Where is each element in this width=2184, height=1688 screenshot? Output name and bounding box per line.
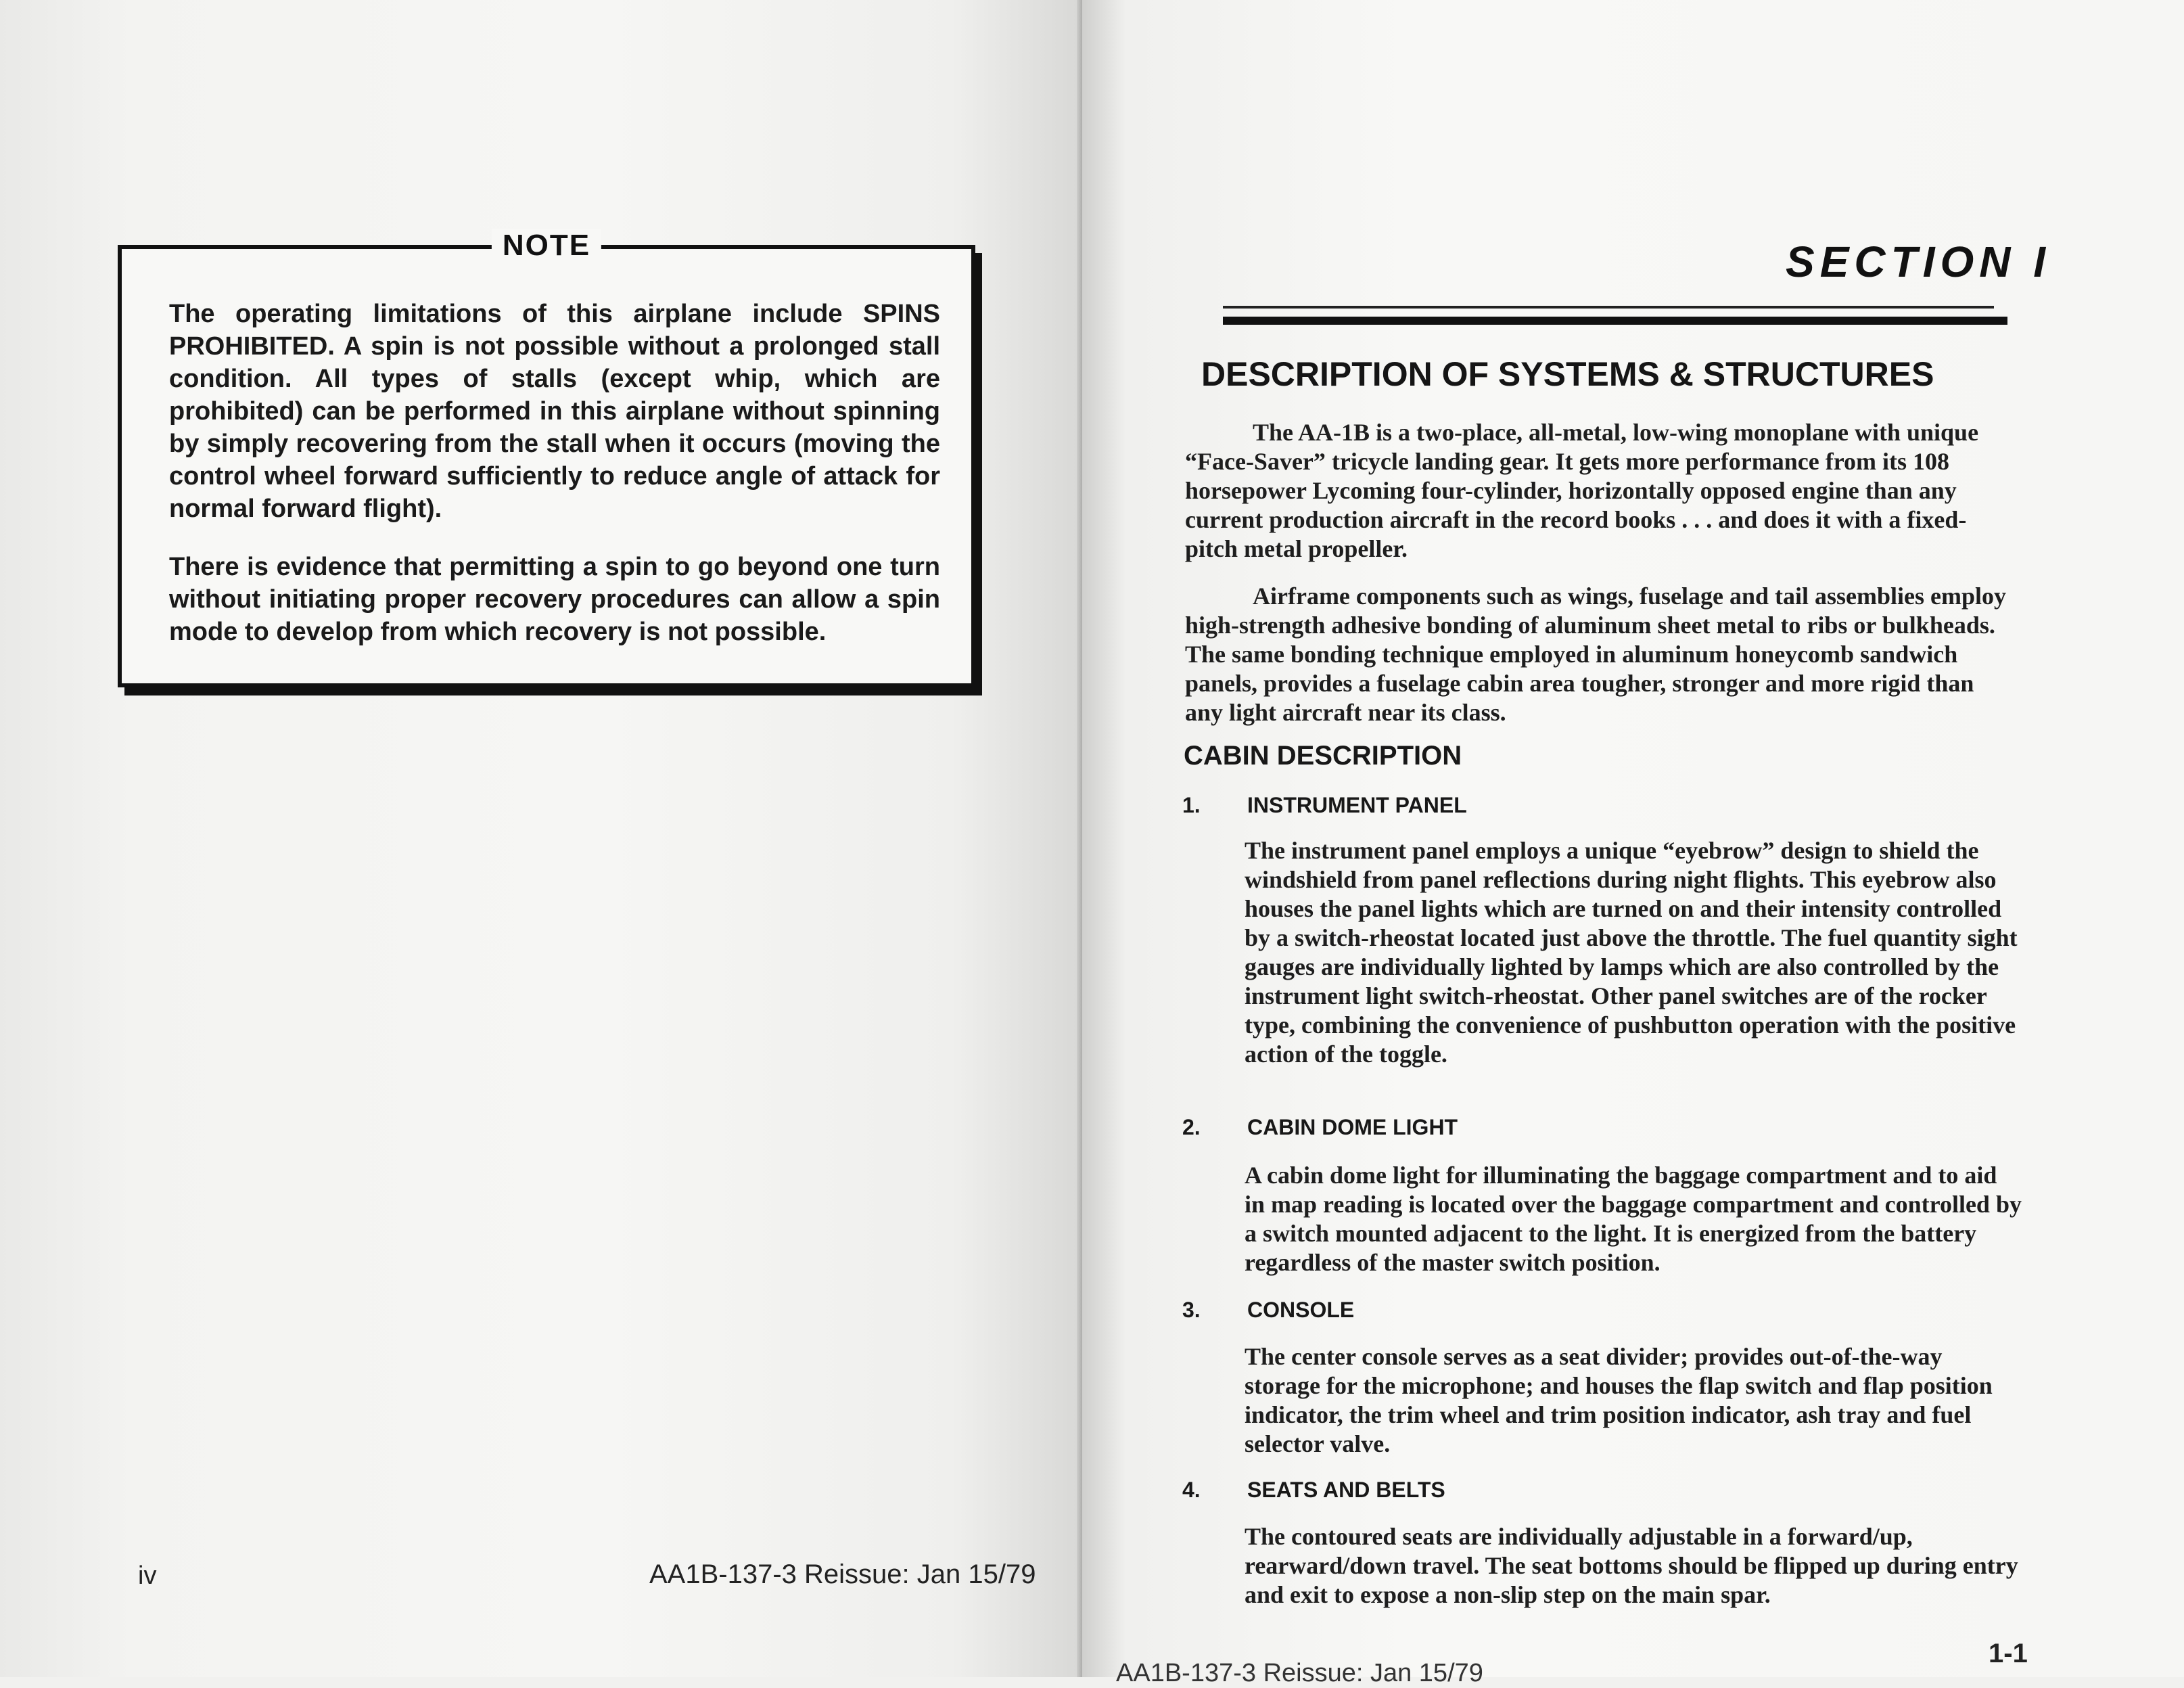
note-paragraph: There is evidence that permitting a spin to go beyond one turn without initiating proper recovery procedures can allow a spin mode to develop from which recovery is not possible. — [169, 553, 940, 646]
left-page — [0, 0, 1082, 1677]
footer-document-code: AA1B-137-3 Reissue: Jan 15/79 — [1116, 1659, 1483, 1687]
section-label: SECTION I — [1786, 237, 2051, 286]
intro-paragraph: Airframe components such as wings, fuselage and tail assemblies employ high-strength adhesive bonding of aluminum sheet metal to ribs or bulkheads. The same bonding technique employed in aluminum honeycomb sandwich panels, provides a fuselage cabin area tougher, stronger and more rigid than any light aircraft near its class. — [1185, 583, 2006, 726]
subsection-heading: CABIN DESCRIPTION — [1184, 741, 1462, 771]
item-title: CONSOLE — [1247, 1298, 1355, 1322]
right-page — [1082, 0, 2184, 1687]
intro-paragraph: The AA-1B is a two-place, all-metal, low-wing monoplane with unique “Face-Saver” tricycle landing gear. It gets more performance from its 108 horsepower Lycoming four-cylinder, horizontally opposed engine than any current production aircraft in the record books . . . and does it with a fixed-pitch metal propeller. — [1185, 419, 1979, 562]
page-number: iv — [138, 1561, 157, 1590]
item-title: INSTRUMENT PANEL — [1247, 793, 1467, 817]
item-paragraph: The center console serves as a seat divider; provides out-of-the-way storage for the microphone; and houses the flap switch and flap position indicator, the trim wheel and trim position indicator, ash tray and fuel selector valve. — [1245, 1343, 1993, 1457]
heading-rule — [1223, 317, 2007, 325]
item-paragraph: The contoured seats are individually adjustable in a forward/up, rearward/down travel. The seat bottoms should be flipped up during entry and exit to expose a non-slip step on the main spar. — [1245, 1523, 2018, 1608]
page-number: 1-1 — [1989, 1639, 2028, 1668]
item-number: 3. — [1182, 1298, 1201, 1322]
item-number: 1. — [1182, 793, 1201, 817]
page-title: DESCRIPTION OF SYSTEMS & STRUCTURES — [1201, 355, 1934, 393]
item-number: 2. — [1182, 1115, 1201, 1139]
item-paragraph: A cabin dome light for illuminating the baggage compartment and to aid in map reading is located over the baggage compartment and controlled by a switch mounted adjacent to the light. It is energized from the battery regardless of the master switch position. — [1245, 1162, 2022, 1276]
footer-document-code: AA1B-137-3 Reissue: Jan 15/79 — [649, 1559, 1036, 1589]
note-title: NOTE — [492, 229, 601, 263]
item-paragraph: The instrument panel employs a unique “eyebrow” design to shield the windshield from panel reflections during night flights. This eyebrow also houses the panel lights which are turned on and their intensity controlled by a switch-rheostat located just above the throttle. The fuel quantity sight gauges are individually lighted by lamps which are also controlled by the instrument light switch-rheostat. Other panel switches are of the rocker type, combining the convenience of pushbutton operation with the positive action of the toggle. — [1245, 837, 2018, 1068]
item-number: 4. — [1182, 1478, 1201, 1502]
note-box — [118, 229, 975, 687]
item-title: SEATS AND BELTS — [1247, 1478, 1445, 1502]
item-title: CABIN DOME LIGHT — [1247, 1115, 1458, 1139]
note-paragraph: The operating limitations of this airplane include SPINS PROHIBITED. A spin is not possible without a prolonged stall condition. All types of stalls (except whip, which are prohibited) can be performed in this airplane without spinning by simply recovering from the stall when it occurs (moving the control wheel forward sufficiently to reduce angle of attack for normal forward flight). — [169, 300, 940, 523]
heading-rule — [1223, 306, 1994, 309]
